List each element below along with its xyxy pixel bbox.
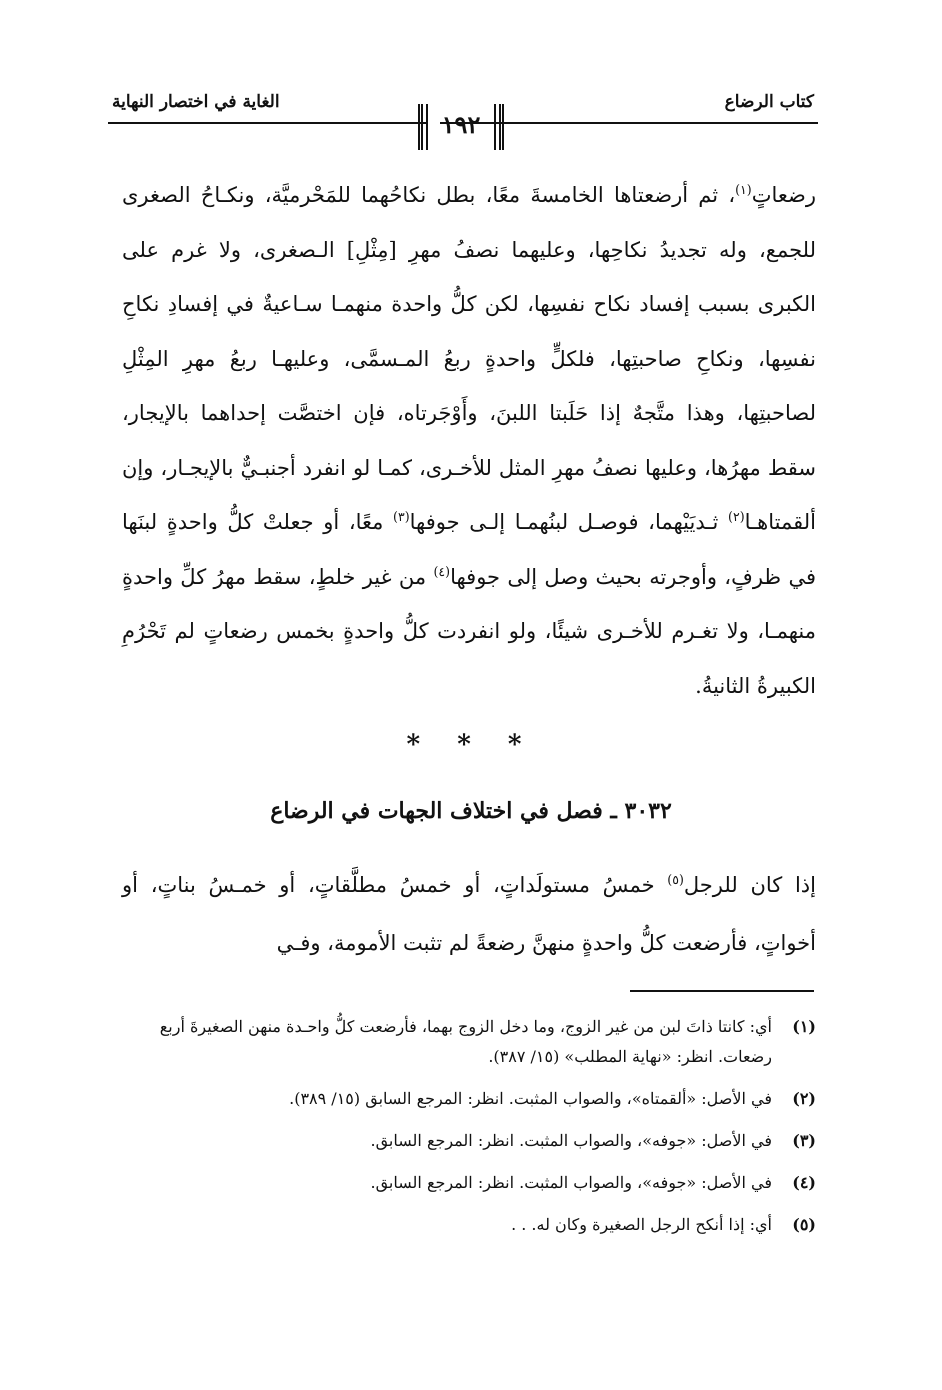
text-run: معًا، أو جعلتْ كلُّ واحدةٍ لبنَها في ظرفٍ، وأوجرته بحيث وصل إلى جوفها bbox=[122, 510, 816, 589]
chapter-title: كتاب الرضاع bbox=[724, 92, 814, 112]
footnote bbox=[110, 1168, 816, 1198]
footnote-text: في الأصل: «جوفه»، والصواب المثبت. انظر: المرجع السابق. bbox=[370, 1173, 772, 1192]
footnote-ref: (٤) bbox=[433, 563, 451, 579]
text-run: خمسُ مستولَداتٍ، أو خمسُ مطلَّقاتٍ، أو خمـسُ بناتٍ، أو أخواتٍ، فأرضعت كلُّ واحدةٍ منهنَّ رضعةً لم تثبت الأمومة، وفـي bbox=[122, 873, 816, 955]
footnote-text: أي: كانتا ذاتَ لبن من غير الزوج، وما دخل الزوج بهما، فأرضعت كلُّ واحـدة منهن الصغيرةَ أربع رضعات. انظر: «نهاية المطلب» (١٥/ ٣٨٧). bbox=[159, 1017, 772, 1066]
paragraph bbox=[122, 168, 816, 713]
section-heading: ٣٠٣٢ ـ فصل في اختلاف الجهات في الرضاع bbox=[270, 798, 672, 824]
footnote bbox=[110, 1126, 816, 1156]
footnote-ref: (٢) bbox=[728, 509, 745, 524]
main-paragraph bbox=[122, 168, 816, 713]
section-separator: * * * bbox=[406, 730, 536, 760]
footnote-number: (٥) bbox=[792, 1215, 816, 1234]
header-rule-left bbox=[108, 122, 428, 124]
text-run: ثـديَيْهما، فوصـل لبنُهمـا إلـى جوفها bbox=[409, 510, 729, 534]
book-title: الغاية في اختصار النهاية bbox=[112, 92, 280, 112]
text-run: ، ثم أرضعتاها الخامسةَ معًا، بطل نكاحُهما للمَحْرميَّة، ونكـاحُ الصغرى للجمع، وله تجديدُ نكاحِها، وعليهما نصفُ مهرِ [مِثْلِ] الـصغرى، ولا غرم على الكبرى بسبب إفساد نكاح نفسِها، لكن كلُّ واحدة منهمـا سـاعيةٌ في إفسادِ نكاحِ نفسِها، ونكاحِ صاحبتِها، فلكلٍّ واحدةٍ ربعُ المـسمَّى، وعليهـا ربعُ مهرِ المِثْلِ لصاحبتِها، وهذا متَّجهٌ إذا حَلَبتا اللبنَ، وأَوْجَرتاه، فإن اختصَّت إحداهما بالإيجار، سقط مهرُها، وعليها نصفُ مهرِ المثل للأخـرى، كمـا لو انفرد أجنبـيٌّ بالإيجـار، وإن ألقمتاهـا bbox=[122, 183, 816, 534]
page-number: ١٩٢ bbox=[441, 110, 481, 139]
footnotes bbox=[110, 1012, 816, 1252]
footnote-divider bbox=[630, 990, 814, 992]
footnote-ref: (٥) bbox=[667, 872, 684, 887]
text-run: رضعاتٍ bbox=[751, 183, 816, 207]
text-run: إذا كان للرجل bbox=[683, 873, 816, 897]
page-number-frame bbox=[418, 104, 504, 150]
footnote-ref: (١) bbox=[735, 182, 752, 197]
footnote-number: (٣) bbox=[792, 1131, 816, 1150]
footnote-text: أي: إذا أنكح الرجل الصغيرة وكان له. . . bbox=[511, 1215, 772, 1234]
footnote-text: في الأصل: «ألقمتاه»، والصواب المثبت. انظر: المرجع السابق (١٥/ ٣٨٩). bbox=[289, 1089, 772, 1108]
footnote bbox=[110, 1084, 816, 1114]
footnote-number: (١) bbox=[792, 1017, 816, 1036]
footnote bbox=[110, 1210, 816, 1240]
section-paragraph bbox=[122, 856, 816, 972]
footnote-number: (٤) bbox=[792, 1173, 816, 1192]
footnote-text: في الأصل: «جوفه»، والصواب المثبت. انظر: المرجع السابق. bbox=[370, 1131, 772, 1150]
footnote bbox=[110, 1012, 816, 1072]
footnote-ref: (٣) bbox=[393, 509, 410, 524]
text-run: من غير خلطٍ، سقط مهرُ كلِّ واحدةٍ منهمـا، ولا تغـرم للأخـرى شيئًا، ولو انفردت كلُّ واحدةٍ بخمس رضعاتٍ لم تَحْرُمِ الكبيرةُ الثانيةُ. bbox=[122, 564, 816, 698]
paragraph bbox=[122, 856, 816, 972]
footnote-number: (٢) bbox=[792, 1089, 816, 1108]
